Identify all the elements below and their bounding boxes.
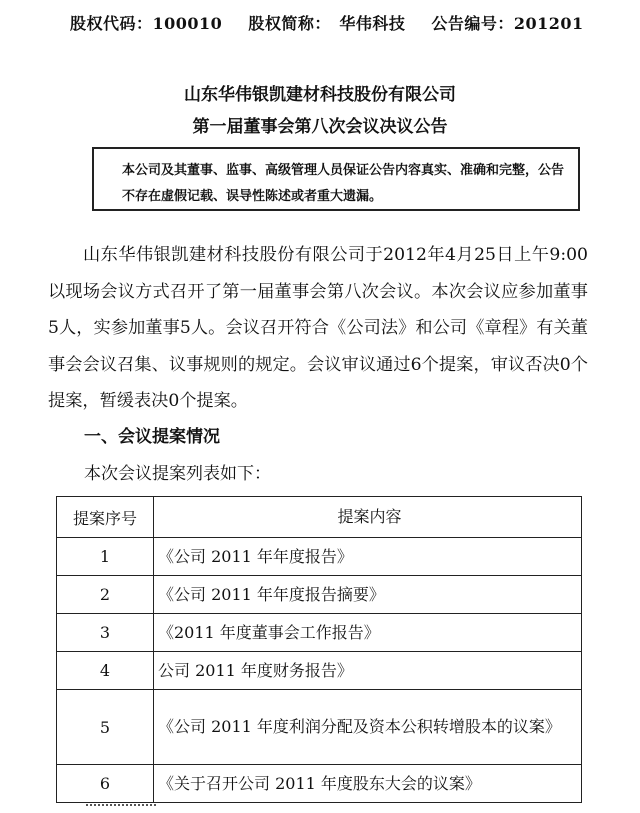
stock-abbreviation: 股权简称： 华伟科技 xyxy=(248,14,406,33)
header-proposal-content: 提案内容 xyxy=(154,497,582,538)
proposal-number: 2 xyxy=(57,576,154,614)
document-title: 第一届董事会第八次会议决议公告 xyxy=(192,117,448,137)
proposal-content: 公司 2011 年度财务报告》 xyxy=(154,652,582,690)
cut-off-text-fragment xyxy=(86,804,156,809)
table-row xyxy=(57,765,582,803)
announcement-header xyxy=(70,11,630,34)
table-row xyxy=(57,690,582,765)
proposal-number: 4 xyxy=(57,652,154,690)
header-proposal-number: 提案序号 xyxy=(57,497,154,538)
proposal-number: 5 xyxy=(57,690,154,765)
proposal-number: 6 xyxy=(57,765,154,803)
table-row xyxy=(57,576,582,614)
section-heading: 一、会议提案情况 xyxy=(84,427,220,447)
proposal-content: 《公司 2011 年年度报告》 xyxy=(154,538,582,576)
table-intro: 本次会议提案列表如下： xyxy=(84,464,271,484)
disclaimer-text: 本公司及其董事、监事、高级管理人员保证公告内容真实、准确和完整，公告不存在虚假记载、误导性陈述或者重大遗漏。 xyxy=(122,163,565,204)
company-name: 山东华伟银凯建材科技股份有限公司 xyxy=(184,85,456,105)
proposal-number: 3 xyxy=(57,614,154,652)
table-header-row xyxy=(57,497,582,538)
table-row xyxy=(57,614,582,652)
stock-code: 股权代码：100010 xyxy=(70,14,223,33)
announcement-number: 公告编号：201201 xyxy=(431,14,584,33)
proposal-table xyxy=(56,496,582,803)
proposal-content: 《公司 2011 年度利润分配及资本公积转增股本的议案》 xyxy=(154,690,582,765)
table-row xyxy=(57,538,582,576)
table-row xyxy=(57,652,582,690)
proposal-content: 《2011 年度董事会工作报告》 xyxy=(154,614,582,652)
meeting-summary-paragraph: 山东华伟银凯建材科技股份有限公司于2012年4月25日上午9:00以现场会议方式召开了第一届董事会第八次会议。本次会议应参加董事5人，实参加董事5人。会议召开符合《公司法》和公司《章程》有关董事会会议召集、议事规则的规定。会议审议通过6个提案，审议否决0个提案，暂缓表决0个提案。 xyxy=(48,245,588,411)
proposal-content: 《公司 2011 年年度报告摘要》 xyxy=(154,576,582,614)
proposal-content: 《关于召开公司 2011 年度股东大会的议案》 xyxy=(154,765,582,803)
disclaimer-box xyxy=(92,147,580,211)
proposal-number: 1 xyxy=(57,538,154,576)
